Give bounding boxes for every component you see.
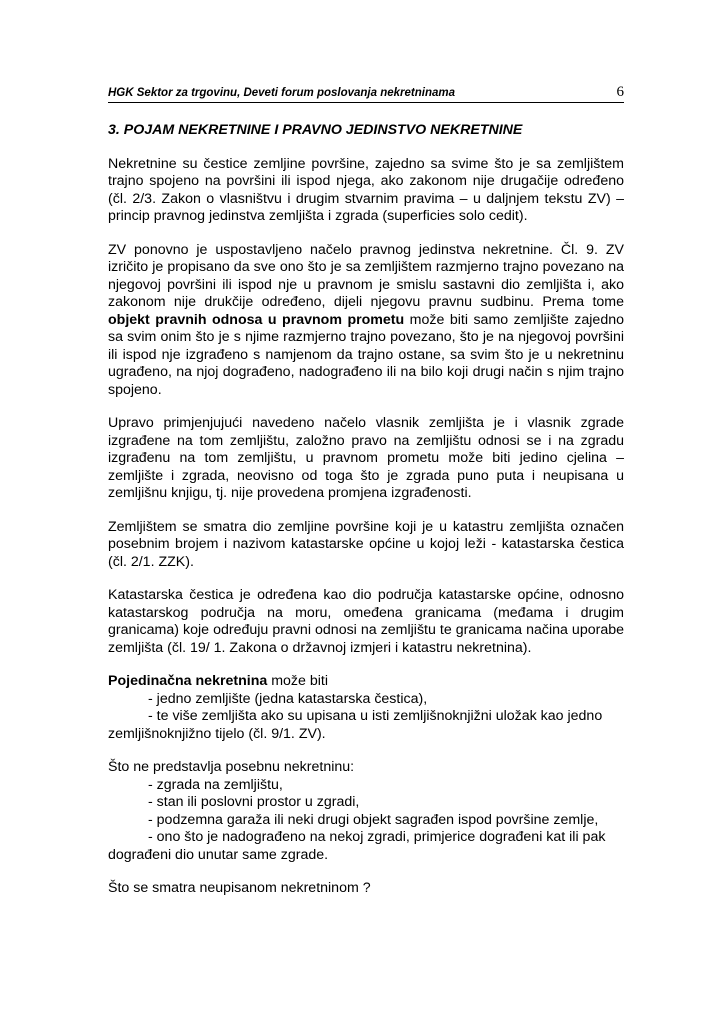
- list-item-continuation: zemljišnoknjižno tijelo (čl. 9/1. ZV).: [108, 725, 326, 742]
- list-item: - stan ili poslovni prostor u zgradi,: [148, 794, 360, 810]
- paragraph: Zemljištem se smatra dio zemljine površine koji je u katastru zemljišta označen posebnim brojem i nazivom katastarske općine u kojoj leži - katastarska čestica (čl. 2/1. ZZK).: [108, 518, 624, 570]
- paragraph-text: može biti samo zemljište zajedno sa svim onim što je s njime razmjerno trajno povezano, što je na njegovoj površini ili ispod nje izgrađeno s namjenom da trajno ostane, sa svim što je u nekretninu ugrađeno, na njoj dograđeno, nadograđeno ili na bilo koji drugi način s njim trajno spojeno.: [108, 311, 624, 398]
- bold-phrase: Pojedinačna nekretnina: [108, 673, 268, 689]
- section-title: 3. POJAM NEKRETNINE I PRAVNO JEDINSTVO NEKRETNINE: [108, 122, 523, 138]
- last-line: Što se smatra neupisanom nekretninom ?: [108, 880, 371, 896]
- paragraph: Upravo primjenjujući navedeno načelo vlasnik zemljišta je i vlasnik zgrade izgrađene na tom zemljištu, založno pravo na zemljištu odnosi se i na zgradu izgrađenu na tom zemljištu, u pravnom prometu može biti jedino cjelina – zemljište i zgrada, neovisno od toga što je zgrada puno puta i neupisana u zemljišnu knjigu, tj. nije provedena promjena izgrađenosti.: [108, 415, 624, 501]
- list-item: - zgrada na zemljištu,: [148, 776, 283, 793]
- list-lead: [108, 673, 624, 691]
- page-header: [108, 84, 624, 103]
- document-body: [108, 122, 624, 898]
- paragraph: Nekretnine su čestice zemljine površine, zajedno sa svime što je sa zemljištem trajno spojeno na površini ili ispod njega, ako zakonom nije drugačije određeno (čl. 2/3. Zakon o vlasništvu i drugim stvarnim pravima – u daljnjem tekstu ZV) – princip pravnog jedinstva zemljišta i zgrada (superficies solo cedit).: [108, 155, 624, 224]
- header-title: HGK Sektor za trgovinu, Deveti forum poslovanja nekretninama: [108, 87, 455, 99]
- paragraph: [108, 242, 624, 400]
- pojedinacna-section: [108, 673, 624, 743]
- list-lead: Što ne predstavlja posebnu nekretninu:: [108, 759, 355, 775]
- paragraph-text: ZV ponovno je uspostavljeno načelo pravnog jedinstva nekretnine. Čl. 9. ZV izričito je propisano da sve ono što je sa zemljištem razmjerno trajno povezano na njegovoj površini ili ispod nje u pravnom je smislu sastavni dio zemljišta i, ako zakonom nije drukčije određeno, dijeli njegovu pravnu sudbinu. Prema tome: [108, 241, 624, 310]
- lead-text: može biti: [267, 673, 328, 689]
- list-item: - podzemna garaža ili neki drugi objekt sagrađen ispod površine zemlje,: [148, 811, 599, 828]
- list-item: - te više zemljišta ako su upisana u isti zemljišnoknjižni uložak kao jedno: [148, 708, 603, 724]
- bold-phrase: objekt pravnih odnosa u pravnom prometu: [108, 311, 405, 328]
- paragraph: Katastarska čestica je određena kao dio područja katastarske općine, odnosno katastarskog područja na moru, omeđena granicama (međama i drugim granicama) koje određuju pravni odnosi na zemljištu te granicama načina uporabe zemljišta (čl. 19/ 1. Zakona o državnoj izmjeri i katastru nekretnina).: [108, 587, 624, 656]
- list-item: - ono što je nadograđeno na nekoj zgradi, primjerice dograđeni kat ili pak: [148, 829, 606, 845]
- list-item: - jedno zemljište (jedna katastarska čestica),: [148, 690, 428, 707]
- sto-ne-section: [108, 759, 624, 864]
- page-number: 6: [616, 84, 624, 100]
- list-item-continuation: dograđeni dio unutar same zgrade.: [108, 846, 329, 863]
